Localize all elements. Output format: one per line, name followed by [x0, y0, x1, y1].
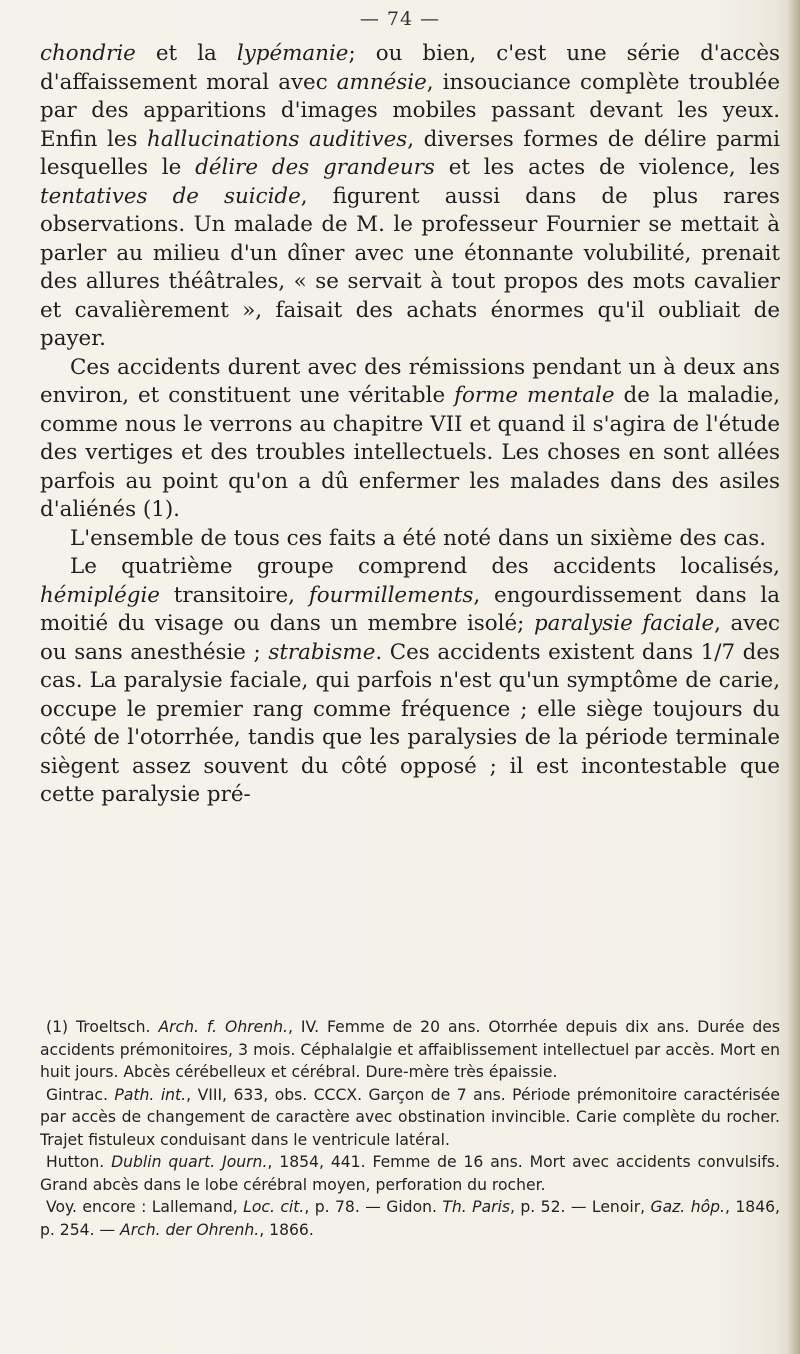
footnote: Voy. encore : Lallemand, Loc. cit., p. 78. — Gidon. Th. Paris, p. 52. — Lenoir, Gaz. hôp., 1846, p. 254. — Arch. der Ohrenh., 1866. — [40, 1198, 781, 1239]
italic-text: Th. Paris — [442, 1198, 511, 1216]
italic-text: Loc. cit. — [243, 1198, 305, 1216]
italic-text: Arch. der Ohrenh. — [120, 1220, 260, 1239]
italic-text: Gaz. hôp. — [650, 1198, 725, 1216]
italic-text: Arch. f. Ohrenh. — [158, 1018, 288, 1036]
footnote: Hutton. Dublin quart. Journ., 1854, 441. Femme de 16 ans. Mort avec accidents convulsifs. Grand abcès dans le lobe cérébral moyen, perforation du rocher. — [40, 1153, 781, 1194]
paragraph: L'ensemble de tous ces faits a été noté dans un sixième des cas. — [70, 525, 766, 551]
italic-text: lypémanie — [236, 41, 349, 66]
italic-text: fourmillements — [308, 582, 474, 608]
italic-text: strabisme — [268, 639, 376, 665]
italic-text: forme mentale — [454, 383, 615, 408]
italic-text: hallucinations auditives — [147, 126, 408, 152]
footnote: (1) Troeltsch. Arch. f. Ohrenh., IV. Femme de 20 ans. Otorrhée depuis dix ans. Durée des accidents prémonitoires, 3 mois. Céphalalgie et affaiblissement intellectuel par accès. Mort en huit jours. Abcès cérébelleux et cérébral. Dure-mère très épaissie. — [40, 1018, 781, 1081]
paragraph: Le quatrième groupe comprend des accidents localisés, hémiplégie transitoire, fourmillements, engourdissement dans la moitié du visage ou dans un membre isolé; paralysie faciale, avec ou sans anesthésie ; strabisme. Ces accidents existent dans 1/7 des cas. La paralysie faciale, qui parfois n'est qu'un symptôme de carie, occupe le premier rang comme fréquence ; elle siège toujours du côté de l'otorrhée, tandis que les paralysies de la période terminale siègent assez souvent du côté opposé ; il est incontestable que cette paralysie pré- — [40, 554, 781, 807]
italic-text: tentatives de suicide — [40, 183, 301, 209]
footnotes — [40, 1016, 780, 1241]
page-edge — [786, 0, 800, 1354]
main-text — [40, 40, 780, 810]
footnote: Gintrac. Path. int., VIII, 633, obs. CCCX. Garçon de 7 ans. Période prémonitoire caractérisée par accès de changement de caractère avec obstination invincible. Carie complète du rocher. Trajet fistuleux conduisant dans le ventricule latéral. — [40, 1085, 780, 1149]
italic-text: hémiplégie — [40, 582, 160, 608]
italic-text: délire des grandeurs — [195, 155, 435, 180]
page-number: — 74 — — [359, 8, 441, 30]
italic-text: amnésie — [336, 69, 427, 95]
paragraph: Ces accidents durent avec des rémissions pendant un à deux ans environ, et constituent une véritable forme mentale de la maladie, comme nous le verrons au chapitre VII et quand il s'agira de l'étude des vertiges et des troubles intellectuels. Les choses en sont allées parfois au point qu'on a dû enfermer les malades dans des asiles d'aliénés (1). — [40, 354, 780, 522]
paragraph: chondrie et la lypémanie; ou bien, c'est une série d'accès d'affaissement moral avec amnésie, insouciance complète troublée par des apparitions d'images mobiles passant devant les yeux. Enfin les hallucinations auditives, diverses formes de délire parmi lesquelles le délire des grandeurs et les actes de violence, les tentatives de suicide, figurent aussi dans de plus rares observations. Un malade de M. le professeur Fournier se mettait à parler au milieu d'un dîner avec une étonnante volubilité, prenait des allures théâtrales, « se servait à tout propos des mots cavalier et cavalièrement », faisait des achats énormes qu'il oubliait de payer. — [40, 41, 780, 351]
italic-text: chondrie — [40, 41, 136, 66]
italic-text: Path. int. — [114, 1085, 187, 1104]
italic-text: Dublin quart. Journ. — [111, 1153, 268, 1171]
italic-text: paralysie faciale — [533, 611, 715, 636]
